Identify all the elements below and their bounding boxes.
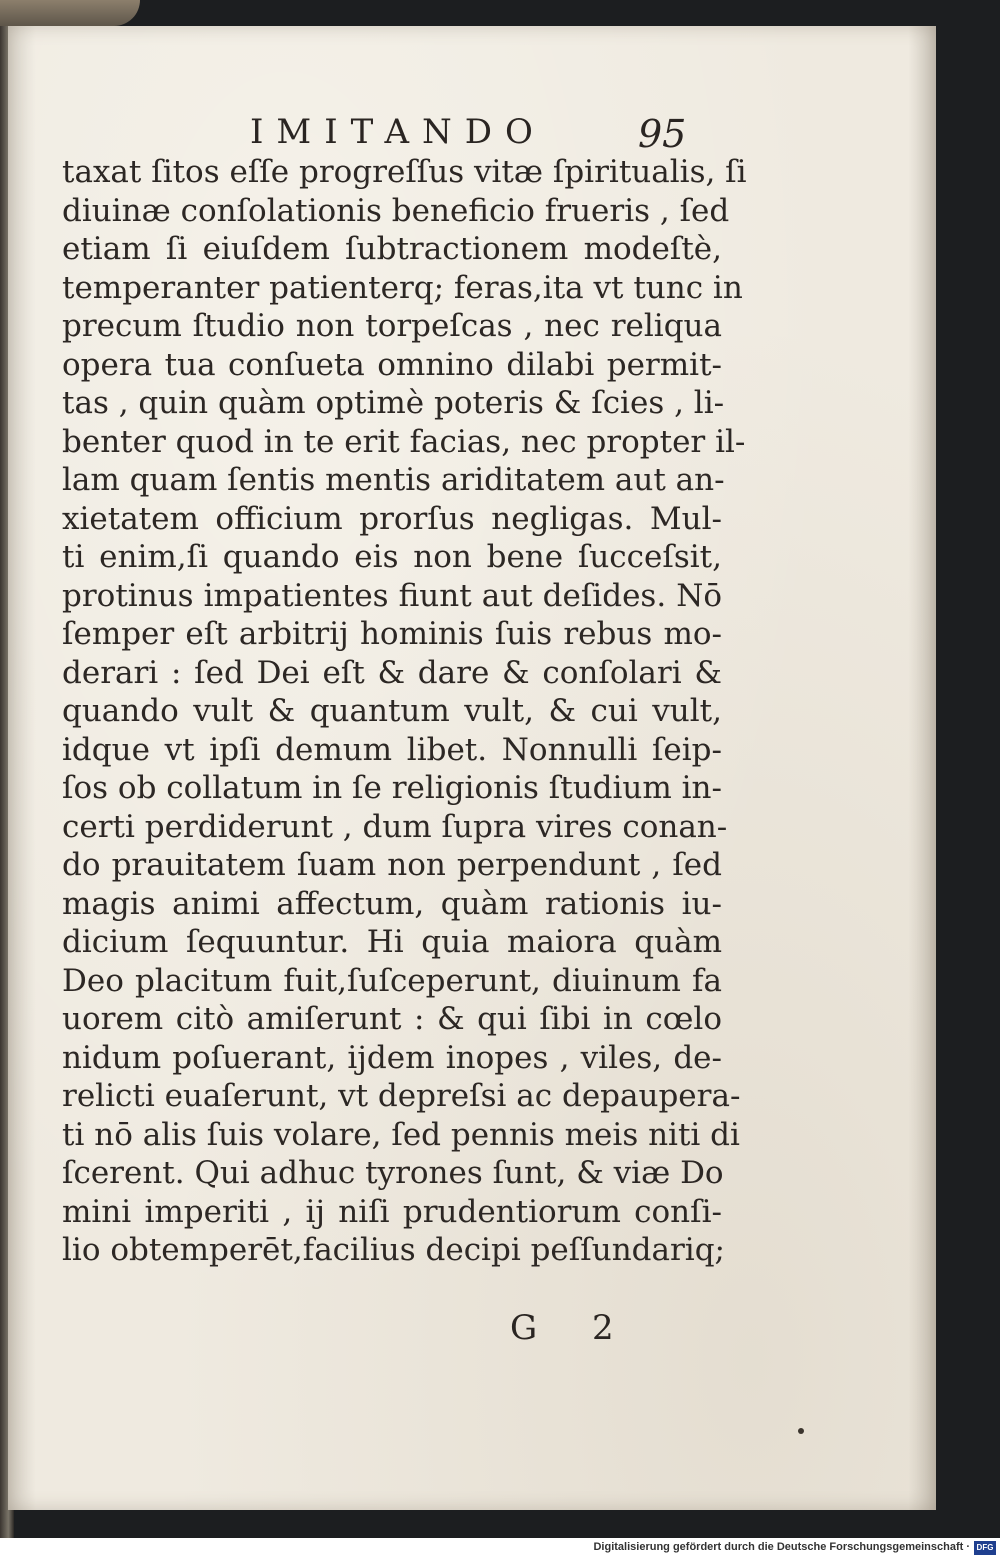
paper-speck [798,1428,804,1434]
text-line: uorem citò amiſerunt : & qui ſibi in cœlo [62,1001,722,1037]
text-line: ſemper eſt arbitrij hominis ſuis rebus mo- [62,616,722,652]
dfg-logo: DFG [974,1541,996,1555]
text-block [62,153,747,1270]
text-line: do prauitatem ſuam non perpendunt , ſed [62,847,722,883]
text-line: ti enim,ſi quando eis non bene ſucceſsit, [62,539,722,575]
page-number: 95 [638,112,687,156]
text-line: nidum poſuerant, ijdem inopes , viles, de- [62,1039,722,1076]
text-line: relicti euaſerunt, vt depreſsi ac depaupera- [62,1078,741,1114]
text-line: opera tua conſueta omnino dilabi permit- [62,346,722,383]
funding-credit: Digitalisierung gefördert durch die Deutsche Forschungsgemeinschaft · [593,1541,970,1553]
text-line: lio obtemperēt,facilius decipi peſſundariq; [62,1232,726,1268]
text-line: taxat ſitos eſſe progreſſus vitæ ſpiritualis, ſi [62,154,747,190]
cover-corner [0,0,140,26]
text-line: idque vt ipſi demum libet. Nonnulli ſeip- [62,731,722,768]
text-line: etiam ſi eiuſdem ſubtractionem modeſtè, [62,231,722,267]
running-head: IMITANDO [250,112,546,152]
text-line: protinus impatientes fiunt aut deſides. Nō [62,577,722,614]
text-line: dicium ſequuntur. Hi quia maiora quàm [62,924,722,960]
text-line: ſcerent. Qui adhuc tyrones ſunt, & viæ Do [62,1155,724,1191]
text-line: benter quod in te erit facias, nec propter il- [62,423,746,460]
text-line: Deo placitum fuit,ſuſceperunt, diuinum fa [62,962,722,999]
text-line: diuinæ conſolationis beneficio frueris , ſed [62,192,730,229]
text-line: mini imperiti , ij niſi prudentiorum conſi- [62,1193,722,1230]
text-line: lam quam ſentis mentis ariditatem aut an- [62,462,725,498]
text-line: ti nō alis ſuis volare, ſed pennis meis niti di [62,1116,740,1153]
footer-bar [0,1538,1000,1560]
text-line: magis animi affectum, quàm rationis iu- [62,885,722,922]
text-line: derari : ſed Dei eſt & dare & conſolari & [62,654,722,691]
text-line: tas , quin quàm optimè poteris & ſcies , li- [62,385,725,421]
text-line: temperanter patienterq; feras,ita vt tunc in [62,269,743,306]
signature-mark: G 2 [510,1308,636,1348]
text-line: ſos ob collatum in ſe religionis ſtudium in- [62,770,722,806]
text-line: quando vult & quantum vult, & cui vult, [62,693,722,729]
text-line: xietatem officium prorſus negligas. Mul- [62,500,722,537]
text-line: certi perdiderunt , dum ſupra vires conan- [62,808,728,845]
text-line: precum ſtudio non torpeſcas , nec reliqua [62,308,722,344]
